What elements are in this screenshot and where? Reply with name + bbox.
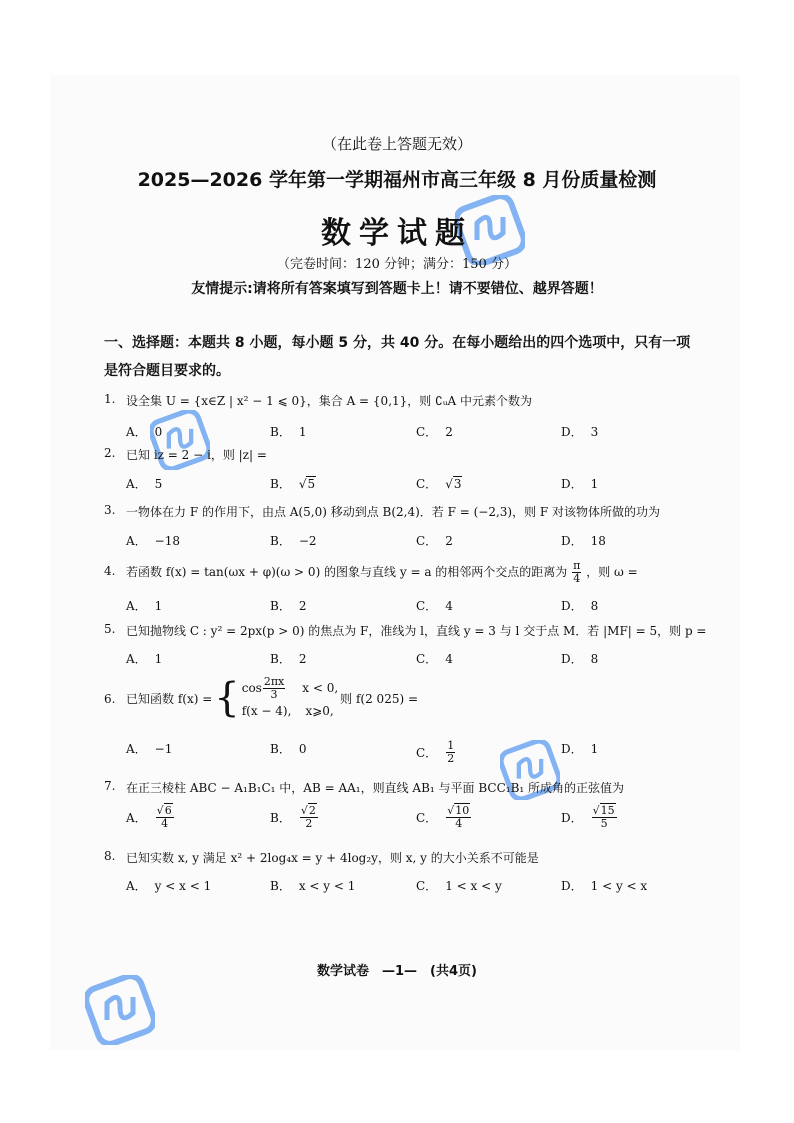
question-4-options: A． 1 B． 2 C． 4 D． 8 xyxy=(126,598,599,613)
question-5-options: A． 1 B． 2 C． 4 D． 8 xyxy=(126,651,599,666)
answer-invalid-note: （在此卷上答题无效） xyxy=(321,135,472,153)
question-stem: 已知实数 x, y 满足 x² + 2log₄x = y + 4log₂y，则 x, y 的大小关系不可能是 xyxy=(126,851,539,865)
friendly-tip: 友情提示:请将所有答案填写到答题卡上！请不要错位、越界答题！ xyxy=(191,281,603,297)
question-stem: 在正三棱柱 ABC − A₁B₁C₁ 中，AB = AA₁，则直线 AB₁ 与平面 BCC₁B₁ 所成角的正弦值为 xyxy=(126,781,625,795)
question-stem: 已知抛物线 C : y² = 2px(p > 0) 的焦点为 F，准线为 l，直线 y = 3 与 l 交于点 M．若 |MF| = 5，则 p = xyxy=(126,624,707,638)
question-6-options: A． −1 B． 0 C． $\frac{1}{2}$ D． 1 xyxy=(126,739,599,765)
question-stem: 已知 iz = 2 − i，则 |z| = xyxy=(126,448,267,462)
watermark-logo-icon xyxy=(85,975,155,1045)
question-stem: 已知函数 f(x) = { cos $\frac{2\pi x}{3}$ x < 0, f(x − 4), x⩾0, 则 f(2 025) = xyxy=(126,674,419,721)
exam-info: （完卷时间：120 分钟；满分：150 分） xyxy=(277,257,517,272)
question-7-options: A． $\frac{√6}{4}$ B． $\frac{√2}{2}$ C． $\frac{√10}{4}$ D． $\frac{√15}{5}$ xyxy=(126,804,615,830)
question-stem: 一物体在力 F 的作用下，由点 A(5,0) 移动到点 B(2,4)．若 F = (−2,3)，则 F 对该物体所做的功为 xyxy=(126,505,661,519)
question-stem: 设全集 U = {x∈Z | x² − 1 ⩽ 0}，集合 A = {0,1}，则 ∁ᵤA 中元素个数为 xyxy=(126,394,532,408)
question-1-options: A． 0 B． 1 C． 2 D． 3 xyxy=(126,424,599,439)
question-stem: 若函数 f(x) = tan(ωx + φ)(ω > 0) 的图象与直线 y = a 的相邻两个交点的距离为 $\frac{\pi}{4}$ ，则 ω = xyxy=(126,559,638,585)
page-footer: 数学试卷 —1— (共4页) xyxy=(317,964,477,979)
subject-title: 数学试题 xyxy=(321,216,473,251)
section-heading: 一、选择题：本题共 8 小题，每小题 5 分，共 40 分。在每小题给出的四个选项中，只有一项是符合题目要求的。 xyxy=(104,335,691,379)
question-8-options: A． y < x < 1 B． x < y < 1 C． 1 < x < y D． 1 < y < x xyxy=(126,878,648,893)
exam-title: 2025—2026 学年第一学期福州市高三年级 8 月份质量检测 xyxy=(137,169,657,191)
question-3-options: A． −18 B． −2 C． 2 D． 18 xyxy=(126,533,606,548)
question-2-options: A． 5 B． √ 5 C． √ 3 D． 1 xyxy=(126,476,599,491)
